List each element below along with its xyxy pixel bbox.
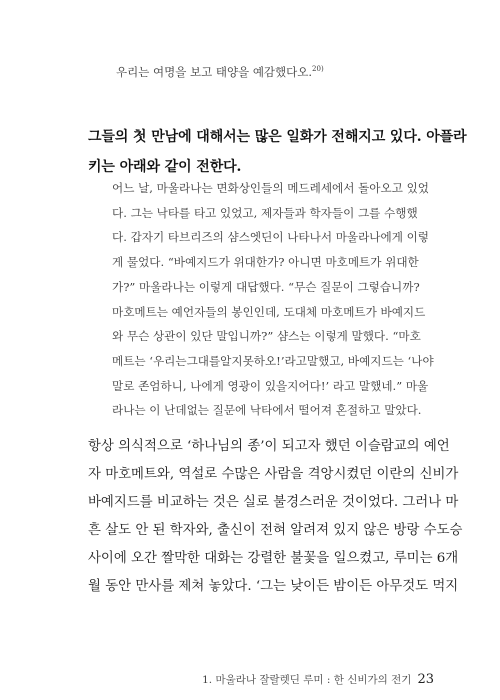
body-paragraph-line: 바예지드를 비교하는 것은 실로 불경스러운 것이었다. 그러나 마 xyxy=(88,495,459,510)
page-number: 23 xyxy=(417,672,434,687)
block-quote-line: 다. 갑자기 타브리즈의 샴스엣딘이 나타나서 마울라나에게 이렇 xyxy=(112,230,429,245)
block-quote-line: 게 물었다. “바예지드가 위대한가? 아니면 마호메트가 위대한 xyxy=(112,255,419,270)
top-quote-line xyxy=(116,62,456,82)
bold-paragraph-line: 그들의 첫 만남에 대해서는 많은 일화가 전해지고 있다. 아플라 xyxy=(88,129,467,145)
body-paragraph-line: 사이에 오간 짤막한 대화는 강렬한 불꽃을 일으켰고, 루미는 6개 xyxy=(88,551,459,566)
block-quote-line: 말로 존엄하니, 나에게 영광이 있을지어다!’ 라고 말했네.” 마울 xyxy=(112,378,429,393)
block-quote-line: 마호메트는 예언자들의 봉인인데, 도대체 마호메트가 바예지드 xyxy=(112,304,426,319)
page-footer xyxy=(202,672,434,687)
block-quote-line: 와 무슨 상관이 있단 말입니까?” 샴스는 이렇게 말했다. “마호 xyxy=(112,329,421,344)
top-quote-text: 우리는 여명을 보고 태양을 예감했다오. xyxy=(116,65,313,79)
block-quote-line: 어느 날, 마울라나는 면화상인들의 메드레세에서 돌아오고 있었 xyxy=(112,181,429,195)
running-chapter-title: 1. 마울라나 잘랄렛딘 루미 : 한 신비가의 전기 xyxy=(202,674,412,686)
block-quote-line: 메트는 ‘우리는그대를알지못하오!’라고말했고, 바예지드는 ‘나야 xyxy=(112,353,434,368)
block-quote-line: 다. 그는 낙타를 타고 있었고, 제자들과 학자들이 그를 수행했 xyxy=(112,205,418,220)
block-quote-line: 라나는 이 난데없는 질문에 낙타에서 떨어져 혼절하고 말았다. xyxy=(112,403,422,418)
block-quote-line: 가?” 마울라나는 이렇게 대답했다. “무슨 질문이 그렇습니까? xyxy=(112,279,420,294)
bold-intro-paragraph xyxy=(88,122,467,182)
footnote-marker: 20) xyxy=(312,65,324,74)
body-paragraph-line: 항상 의식적으로 ‘하나님의 종’이 되고자 했던 이슬람교의 예언 xyxy=(88,439,450,454)
body-paragraph xyxy=(88,433,463,601)
block-quote xyxy=(112,176,462,423)
body-paragraph-line: 흔 살도 안 된 학자와, 출신이 전혀 알려져 있지 않은 방랑 수도승 xyxy=(88,523,463,538)
bold-paragraph-line: 키는 아래와 같이 전한다. xyxy=(88,159,242,175)
body-paragraph-line: 자 마호메트와, 역설로 수많은 사람을 격앙시켰던 이란의 신비가 xyxy=(88,467,459,482)
body-paragraph-line: 월 동안 만사를 제쳐 놓았다. ‘그는 낮이든 밤이든 아무것도 먹지 xyxy=(88,579,459,594)
